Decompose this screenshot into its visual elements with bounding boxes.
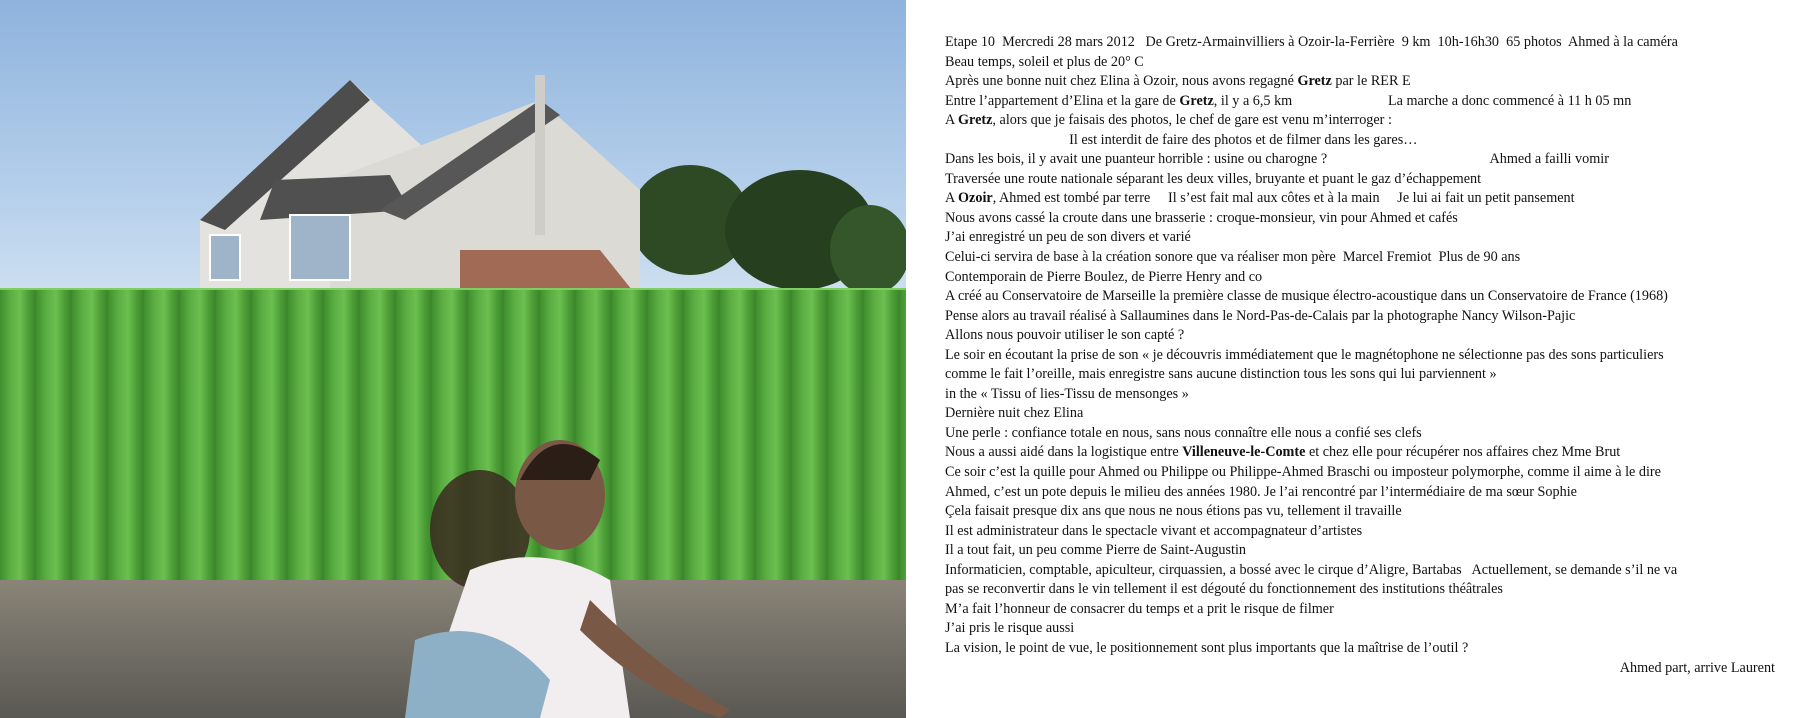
journal-line: Allons nous pouvoir utiliser le son capté ? xyxy=(945,327,1185,344)
journal-line: Etape 10 Mercredi 28 mars 2012 De Gretz-Armainvilliers à Ozoir-la-Ferrière 9 km 10h-16h30 65 photos Ahmed à la caméra xyxy=(945,34,1678,50)
journal-line: Traversée une route nationale séparant les deux villes, bruyante et puant le gaz d’échappement xyxy=(945,170,1482,187)
journal-line: A Ozoir, Ahmed est tombé par terre Il s’est fait mal aux côtes et à la main Je lui ai fait un petit pansement xyxy=(945,190,1575,207)
journal-line: Le soir en écoutant la prise de son « je découvris immédiatement que le magnétophone ne sélectionne pas des sons particuliers xyxy=(945,346,1664,363)
journal-line: M’a fait l’honneur de consacrer du temps et a prit le risque de filmer xyxy=(945,600,1334,617)
journal-line: Il a tout fait, un peu comme Pierre de Saint-Augustin xyxy=(945,542,1247,559)
journal-line: Çela faisait presque dix ans que nous ne nous étions pas vu, tellement il travaille xyxy=(945,503,1402,520)
journal-line: Après une bonne nuit chez Elina à Ozoir, nous avons regagné Gretz par le RER E xyxy=(945,73,1411,90)
journal-line: Dans les bois, il y avait une puanteur horrible : usine ou charogne ? Ahmed a failli vomir xyxy=(945,151,1609,168)
journal-line: comme le fait l’oreille, mais enregistre sans aucune distinction tous les sons qui lui parviennent » xyxy=(945,366,1497,383)
journal-line: A créé au Conservatoire de Marseille la première classe de musique électro-acoustique dans un Conservatoire de France (1968) xyxy=(945,288,1668,305)
journal-line: Entre l’appartement d’Elina et la gare de Gretz, il y a 6,5 km La marche a donc commencé à 11 h 05 mn xyxy=(945,92,1632,109)
journal-line: Nous a aussi aidé dans la logistique entre Villeneuve-le-Comte et chez elle pour récupérer nos affaires chez Mme Brut xyxy=(945,444,1621,461)
journal-line: J’ai enregistré un peu de son divers et varié xyxy=(945,229,1191,246)
journal-line: Beau temps, soleil et plus de 20° C xyxy=(945,53,1144,70)
journal-line: Ahmed, c’est un pote depuis le milieu des années 1980. Je l’ai rencontré par l’intermédiaire de ma sœur Sophie xyxy=(945,483,1577,500)
journal-line: Une perle : confiance totale en nous, sans nous connaître elle nous a confié ses clefs xyxy=(945,424,1422,441)
journal-line: in the « Tissu of lies-Tissu de mensonges » xyxy=(945,385,1189,402)
journal-line: Il est interdit de faire des photos et de filmer dans les gares… xyxy=(945,131,1418,148)
journal-line: Il est administrateur dans le spectacle vivant et accompagnateur d’artistes xyxy=(945,522,1363,539)
journal-closing: Ahmed part, arrive Laurent xyxy=(1619,659,1775,676)
house xyxy=(180,70,700,300)
journal-text xyxy=(945,33,1775,678)
journal-line: La vision, le point de vue, le positionnement sont plus importants que la maîtrise de l’outil ? xyxy=(945,639,1469,656)
journal-line: Celui-ci servira de base à la création sonore que va réaliser mon père Marcel Fremiot Plus de 90 ans xyxy=(945,249,1521,266)
journal-line: Contemporain de Pierre Boulez, de Pierre Henry and co xyxy=(945,268,1263,285)
journal-line: Dernière nuit chez Elina xyxy=(945,405,1084,422)
journal-line: pas se reconvertir dans le vin tellement il est dégouté du fonctionnement des institutions théâtrales xyxy=(945,581,1503,598)
journal-line: J’ai pris le risque aussi xyxy=(945,620,1075,637)
journal-line: Nous avons cassé la croute dans une brasserie : croque-monsieur, vin pour Ahmed et cafés xyxy=(945,209,1458,226)
journal-line: Ce soir c’est la quille pour Ahmed ou Philippe ou Philippe-Ahmed Braschi ou imposteur polymorphe, comme il aime à le dire xyxy=(945,464,1661,481)
journal-line: A Gretz, alors que je faisais des photos, le chef de gare est venu m’interroger : xyxy=(945,112,1392,129)
photograph xyxy=(0,0,906,718)
journal-line: Informaticien, comptable, apiculteur, cirquassien, a bossé avec le cirque d’Aligre, Bartabas Actuellement, se demande s’il ne va xyxy=(945,561,1678,578)
girl-on-bicycle xyxy=(400,420,820,718)
journal-line: Pense alors au travail réalisé à Sallaumines dans le Nord-Pas-de-Calais par la photographe Nancy Wilson-Pajic xyxy=(945,307,1576,324)
